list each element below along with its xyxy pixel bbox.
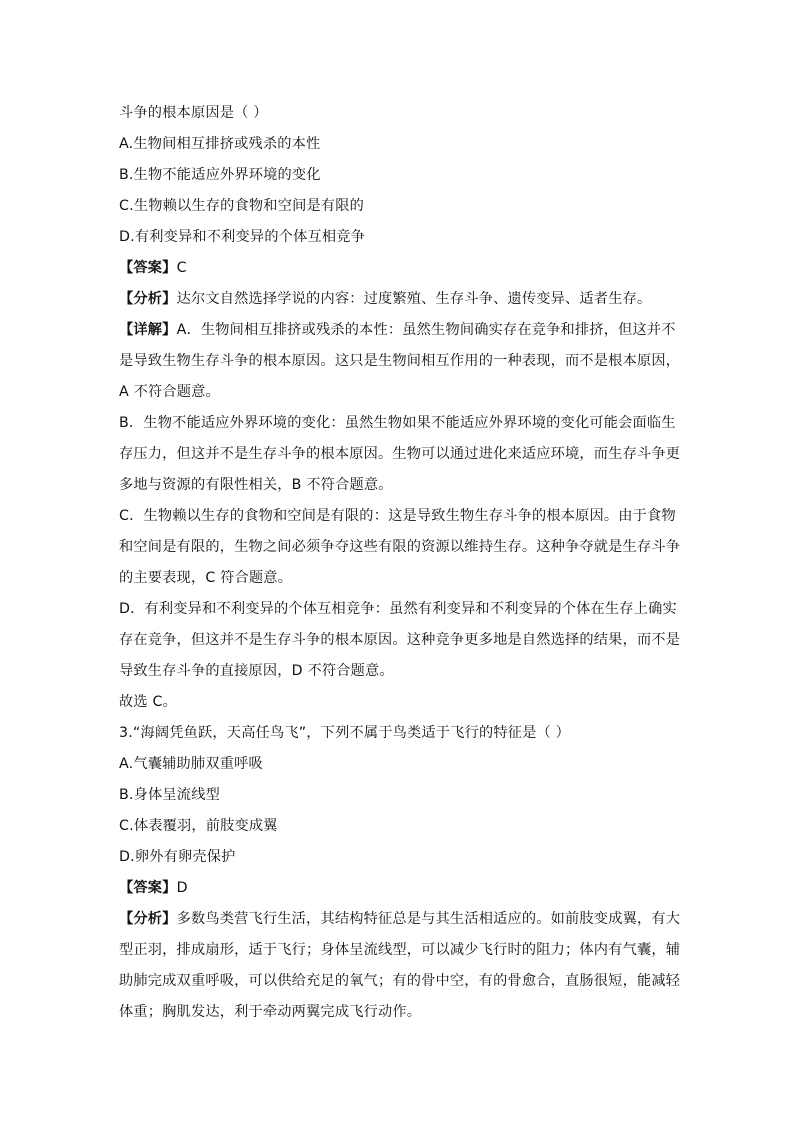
question-3-analysis-line: 助肺完成双重呼吸，可以供给充足的氧气；有的骨中空，有的骨愈合，直肠很短，能减轻 — [119, 973, 681, 989]
question-2-option-c: C.生物赖以生存的食物和空间是有限的 — [119, 198, 365, 214]
question-2-conclusion: 故选 C。 — [119, 694, 177, 710]
question-3-answer — [119, 873, 679, 904]
detail-text: A．生物间相互排挤或残杀的本性：虽然生物间确实存在竞争和排挤，但这并不 — [176, 322, 676, 338]
question-3-analysis-line — [119, 904, 679, 935]
question-2-detail-line: 存在竞争，但这并不是生存斗争的根本原因。这种竞争更多地是自然选择的结果，而不是 — [119, 632, 681, 648]
answer-value: D — [176, 880, 188, 896]
answer-tag: 【答案】 — [119, 880, 177, 896]
question-2-option-a: A.生物间相互排挤或残杀的本性 — [119, 136, 321, 152]
question-2-detail-line: 存压力，但这并不是生存斗争的根本原因。生物可以通过进化来适应环境，而生存斗争更 — [119, 446, 681, 462]
detail-tag: 【详解】 — [119, 322, 177, 338]
question-2-analysis — [119, 284, 679, 315]
question-3-analysis-line: 体重；胸肌发达，利于牵动两翼完成飞行动作。 — [119, 1004, 422, 1020]
question-2-detail-line: 导致生存斗争的直接原因，D 不符合题意。 — [119, 663, 394, 679]
question-2-detail-line: B．生物不能适应外界环境的变化：虽然生物如果不能适应外界环境的变化可能会面临生 — [119, 415, 676, 431]
page-content — [119, 98, 679, 1028]
question-2-detail-line: D．有利变异和不利变异的个体互相竞争：虽然有利变异和不利变异的个体在生存上确实 — [119, 601, 677, 617]
question-3-stem: 3.“海阔凭鱼跃，天高任鸟飞”，下列不属于鸟类适于飞行的特征是（ ） — [119, 725, 570, 741]
question-2-detail-line — [119, 315, 679, 346]
question-2-detail-line: 的主要表现，C 符合题意。 — [119, 570, 293, 586]
question-2-detail-line: 和空间是有限的，生物之间必须争夺这些有限的资源以维持生存。这种争夺就是生存斗争 — [119, 539, 681, 555]
analysis-text: 多数鸟类营飞行生活，其结构特征总是与其生活相适应的。如前肢变成翼，有大 — [176, 911, 681, 927]
question-2-answer — [119, 253, 679, 284]
question-2-stem: 斗争的根本原因是（ ） — [119, 105, 268, 121]
analysis-tag: 【分析】 — [119, 911, 177, 927]
question-2-detail-line: A 不符合题意。 — [119, 384, 220, 400]
question-2-option-d: D.有利变异和不利变异的个体互相竞争 — [119, 229, 366, 245]
question-2-detail-line: 多地与资源的有限性相关，B 不符合题意。 — [119, 477, 393, 493]
answer-value: C — [176, 260, 187, 276]
analysis-tag: 【分析】 — [119, 291, 177, 307]
question-2-detail-line: C．生物赖以生存的食物和空间是有限的：这是导致生物生存斗争的根本原因。由于食物 — [119, 508, 676, 524]
question-3-option-a: A.气囊辅助肺双重呼吸 — [119, 756, 263, 772]
question-3-option-b: B.身体呈流线型 — [119, 787, 220, 803]
question-2-option-b: B.生物不能适应外界环境的变化 — [119, 167, 321, 183]
question-3-option-d: D.卵外有卵壳保护 — [119, 849, 236, 865]
analysis-text: 达尔文自然选择学说的内容：过度繁殖、生存斗争、遗传变异、适者生存。 — [176, 291, 652, 307]
question-3-analysis-line: 型正羽，排成扇形，适于飞行；身体呈流线型，可以减少飞行时的阻力；体内有气囊，辅 — [119, 942, 681, 958]
answer-tag: 【答案】 — [119, 260, 177, 276]
question-2-detail-line: 是导致生物生存斗争的根本原因。这只是生物间相互作用的一种表现，而不是根本原因， — [119, 353, 681, 369]
question-3-option-c: C.体表覆羽，前肢变成翼 — [119, 818, 278, 834]
